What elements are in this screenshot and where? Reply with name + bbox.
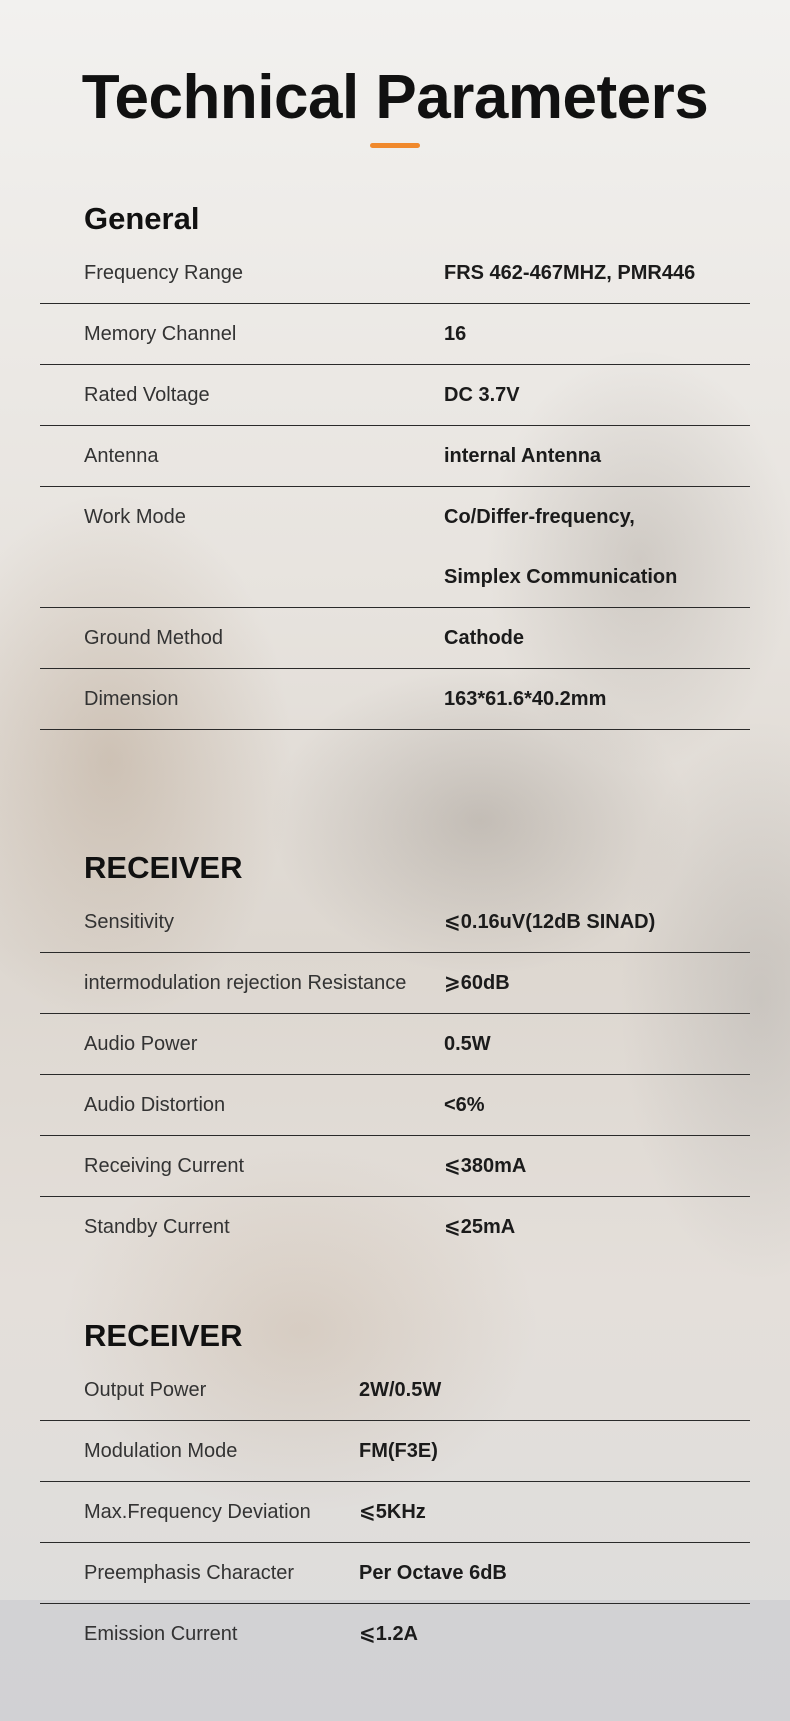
row-label: Audio Power: [84, 1033, 198, 1055]
row-value: ⩽1.2A: [359, 1623, 419, 1645]
table-row: [40, 1014, 750, 1075]
table-row: [40, 669, 750, 730]
row-value: internal Antenna: [444, 445, 602, 467]
row-label: Emission Current: [84, 1623, 238, 1645]
row-value: FRS 462-467MHZ, PMR446: [444, 262, 696, 284]
row-label: Max.Frequency Deviation: [84, 1501, 311, 1523]
section-receiver: [40, 844, 750, 1257]
table-row: [40, 1604, 750, 1664]
title-underline: [370, 143, 420, 148]
row-value: 16: [444, 323, 467, 345]
table-row: [40, 1197, 750, 1257]
row-label: Dimension: [84, 688, 179, 710]
row-label: Modulation Mode: [84, 1440, 238, 1462]
section-heading: General: [84, 201, 200, 236]
row-label: Memory Channel: [84, 323, 237, 345]
row-value: ⩽0.16uV(12dB SINAD): [444, 911, 656, 933]
table-row: [40, 365, 750, 426]
row-value: Cathode: [444, 627, 524, 649]
row-value: 0.5W: [444, 1033, 491, 1055]
table-row: [40, 953, 750, 1014]
row-value: 163*61.6*40.2mm: [444, 688, 607, 710]
row-value: Co/Differ-frequency,: [444, 506, 635, 528]
row-label: Frequency Range: [84, 262, 243, 284]
section-general: [40, 195, 750, 730]
page-title: Technical Parameters: [81, 63, 709, 132]
table-row: [40, 487, 750, 608]
row-value: Per Octave 6dB: [359, 1562, 507, 1584]
row-label: Receiving Current: [84, 1155, 245, 1177]
row-label: Standby Current: [84, 1216, 230, 1238]
row-label: Work Mode: [84, 506, 186, 528]
table-row: [40, 608, 750, 669]
table-row: [40, 243, 750, 304]
section-heading: RECEIVER: [84, 850, 243, 885]
table-row: [40, 892, 750, 953]
row-value: FM(F3E): [359, 1440, 438, 1462]
row-label: Antenna: [84, 445, 159, 467]
row-label: Preemphasis Character: [84, 1562, 295, 1584]
table-row: [40, 1075, 750, 1136]
table-row: [40, 1543, 750, 1604]
row-label: Rated Voltage: [84, 384, 210, 406]
row-value: ⩽380mA: [444, 1155, 527, 1177]
table-row: [40, 1136, 750, 1197]
table-row: [40, 1482, 750, 1543]
row-value: <6%: [444, 1094, 485, 1116]
row-value: ⩾60dB: [444, 972, 510, 994]
row-value: ⩽25mA: [444, 1216, 516, 1238]
row-value: 2W/0.5W: [359, 1379, 442, 1401]
row-value: DC 3.7V: [444, 384, 520, 406]
row-value-line2: Simplex Communication: [444, 566, 678, 588]
table-row: [40, 1421, 750, 1482]
table-row: [40, 1360, 750, 1421]
row-label: Output Power: [84, 1379, 207, 1401]
row-label: Audio Distortion: [84, 1094, 226, 1116]
row-label: Sensitivity: [84, 911, 175, 933]
row-label: Ground Method: [84, 627, 223, 649]
table-row: [40, 304, 750, 365]
table-row: [40, 426, 750, 487]
section-receiver-2: [40, 1312, 750, 1664]
section-heading: RECEIVER: [84, 1318, 243, 1353]
row-label: intermodulation rejection Resistance: [84, 972, 407, 994]
row-value: ⩽5KHz: [359, 1501, 426, 1523]
